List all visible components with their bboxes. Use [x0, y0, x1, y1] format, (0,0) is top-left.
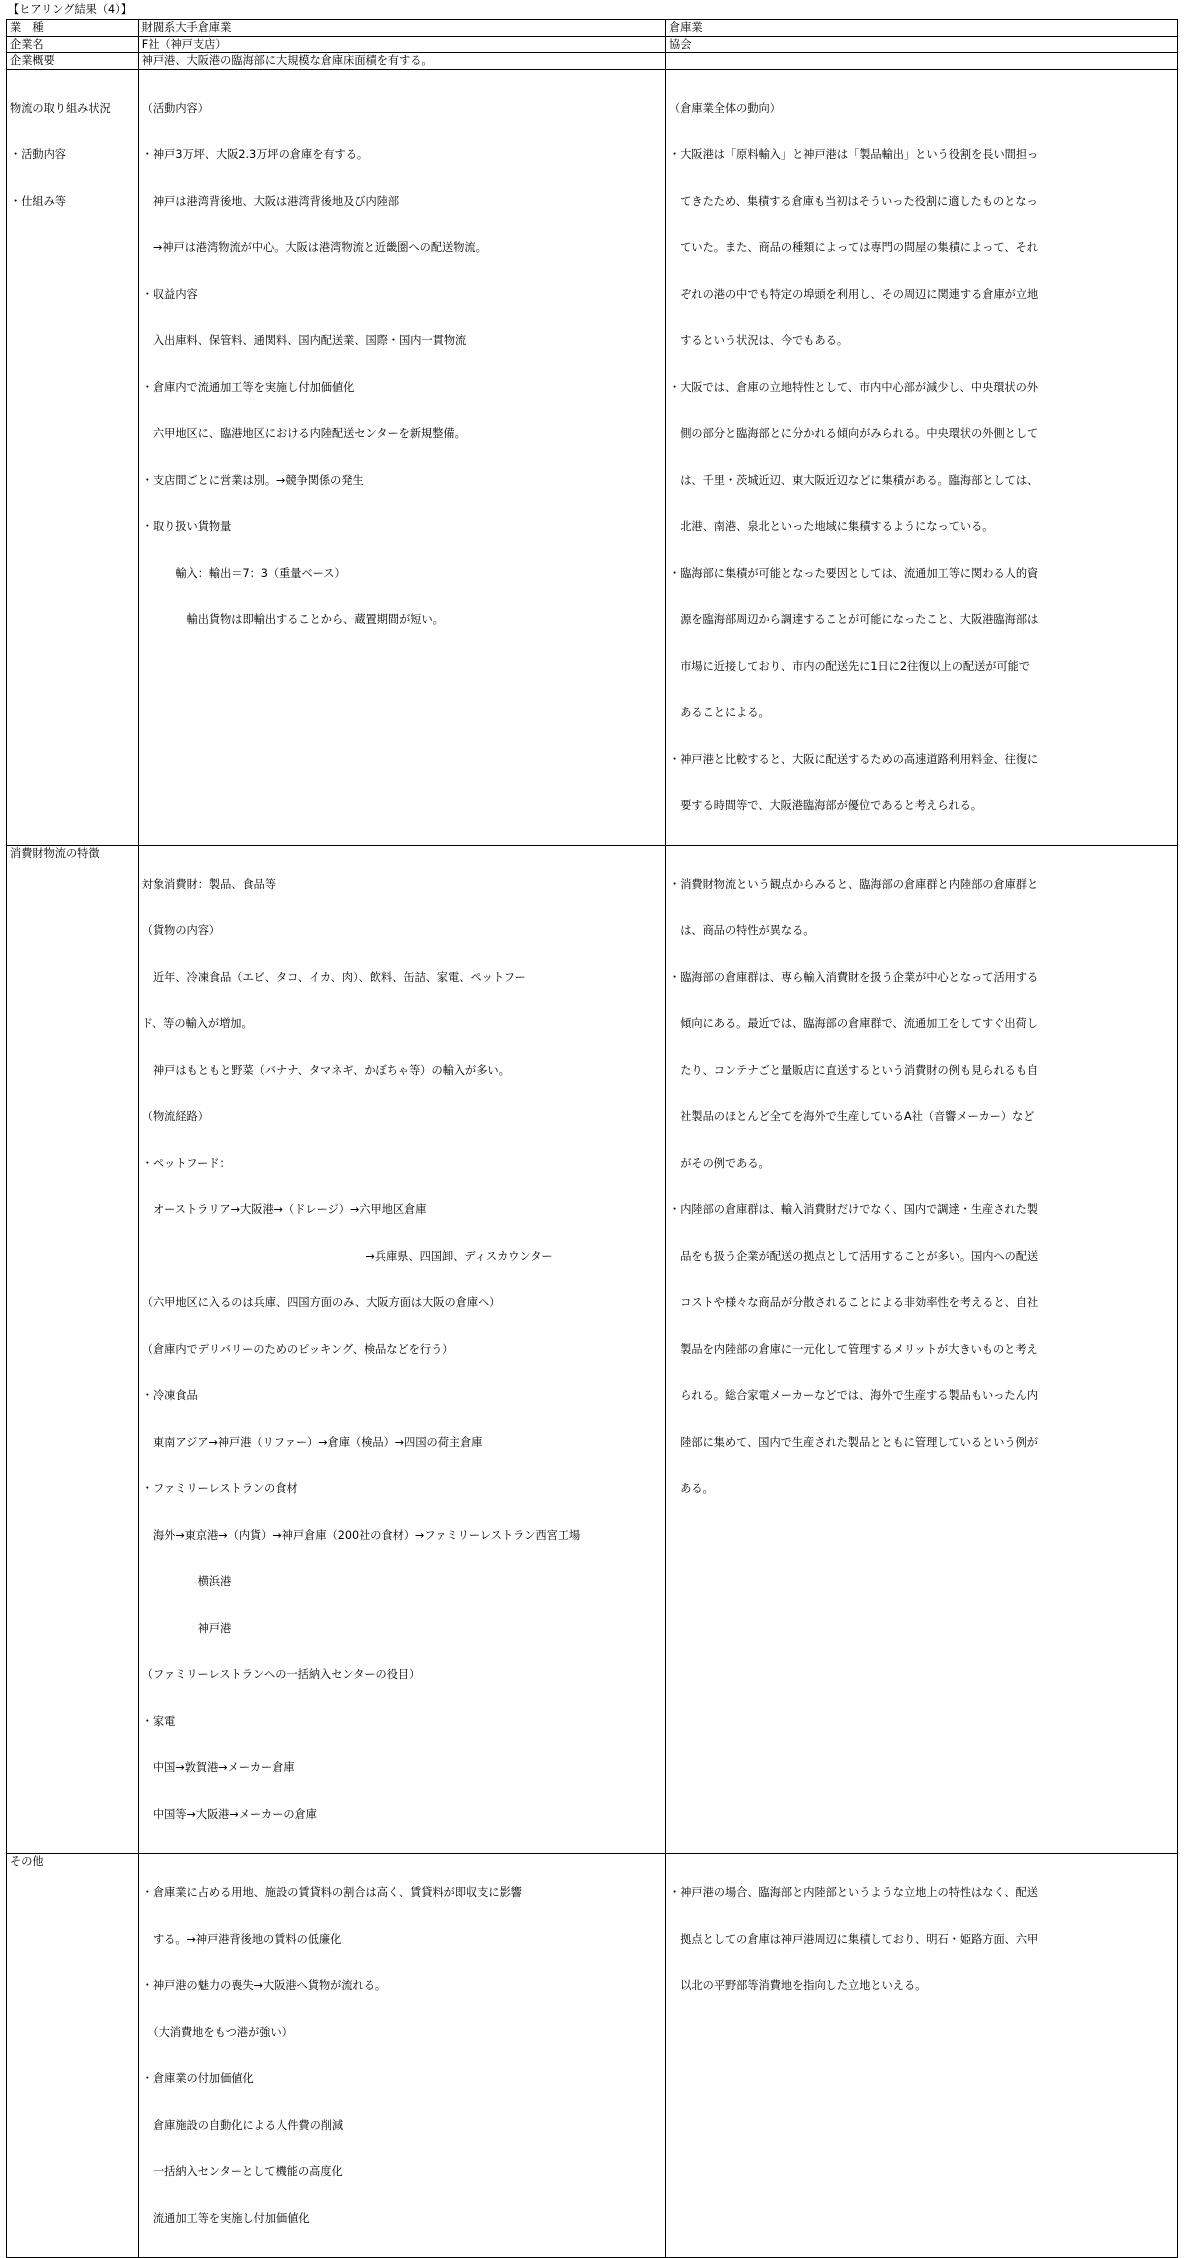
- logistics-col2-cell: [138, 69, 665, 845]
- text-line: ・臨海部に集積が可能となった要因としては、流通加工等に関わる人的資: [669, 566, 1039, 580]
- header-row: [7, 20, 1178, 37]
- text-line: 以北の平野部等消費地を指向した立地といえる。: [669, 1979, 927, 1992]
- text-line: コストや様々な商品が分散されることによる非効率性を考えると、自社: [669, 1296, 1039, 1309]
- text-line: 横浜港: [141, 1575, 232, 1588]
- text-line: （倉庫内でデリバリーのためのピッキング、検品などを行う）: [141, 1342, 454, 1356]
- text-line: ・神戸港の魅力の喪失→大阪港へ貨物が流れる。: [141, 1979, 387, 1992]
- logistics-label-line: ・活動内容: [10, 148, 66, 161]
- text-line: （物流経路）: [141, 1110, 209, 1123]
- logistics-label-line: 物流の取り組み状況: [10, 101, 111, 115]
- text-line: 輸出貨物は即輸出することから、蔵置期間が短い。: [141, 613, 444, 626]
- text-line: ・ファミリーレストランの食材: [141, 1482, 298, 1495]
- text-line: →兵庫県、四国卸、ディスカウンター: [141, 1249, 553, 1263]
- text-line: ・神戸港と比較すると、大阪に配送するための高速道路利用料金、往復に: [669, 752, 1039, 766]
- other-col3-cell: [666, 1854, 1178, 2258]
- text-line: ・取り扱い貨物量: [141, 520, 232, 533]
- text-line: 倉庫施設の自動化による人件費の削減: [141, 2118, 344, 2132]
- text-line: （大消費地をもつ港が強い）: [141, 2025, 293, 2039]
- text-line: ・支店間ごとに営業は別。→競争関係の発生: [141, 473, 364, 487]
- text-line: する。→神戸港背後地の賃料の低廉化: [141, 1932, 342, 1946]
- text-line: ・臨海部の倉庫群は、専ら輸入消費財を扱う企業が中心となって活用する: [669, 970, 1039, 984]
- text-line: （ファミリーレストランへの一括納入センターの役目）: [141, 1668, 421, 1681]
- text-line: 神戸はもともと野菜（バナナ、タマネギ、かぼちゃ等）の輸入が多い。: [141, 1063, 510, 1077]
- consumer-goods-row: [7, 845, 1178, 1854]
- overview-col2-cell: 神戸港、大阪港の臨海部に大規模な倉庫床面積を有する。: [138, 53, 665, 70]
- text-line: 源を臨海部周辺から調達することが可能になったこと、大阪港臨海部は: [669, 613, 1039, 626]
- text-line: ある。: [669, 1482, 714, 1495]
- text-line: 海外→東京港→（内貨）→神戸倉庫（200社の食材）→ファミリーレストラン西宮工場: [141, 1528, 581, 1542]
- overview-col3-cell: [666, 53, 1178, 70]
- text-line: （倉庫業全体の動向）: [669, 101, 781, 115]
- text-line: られる。総合家電メーカーなどでは、海外で生産する製品もいったん内: [669, 1389, 1038, 1402]
- text-line: 拠点としての倉庫は神戸港周辺に集積しており、明石・姫路方面、六甲: [669, 1932, 1039, 1946]
- text-line: ・冷凍食品: [141, 1389, 198, 1402]
- text-line: 一括納入センターとして機能の高度化: [141, 2165, 343, 2178]
- text-line: 六甲地区に、臨港地区における内陸配送センターを新規整備。: [141, 427, 466, 440]
- other-row: [7, 1854, 1178, 2258]
- text-line: ていた。また、商品の種類によっては専門の問屋の集積によって、それ: [669, 241, 1038, 254]
- text-line: →神戸は港湾物流が中心。大阪は港湾物流と近畿圏への配送物流。: [141, 241, 487, 254]
- company-col2-cell: F社（神戸支店）: [138, 36, 665, 53]
- consumer-col3-cell: [666, 845, 1178, 1854]
- text-line: ・神戸3万坪、大阪2.3万坪の倉庫を有する。: [141, 148, 369, 161]
- text-line: 輸入：輸出＝7：3（重量ベース）: [141, 566, 346, 580]
- text-line: 東南アジア→神戸港（リファー）→倉庫（検品）→四国の荷主倉庫: [141, 1435, 483, 1449]
- text-line: 要する時間等で、大阪港臨海部が優位であると考えられる。: [669, 799, 983, 812]
- text-line: ド、等の輸入が増加。: [141, 1017, 253, 1030]
- text-line: 近年、冷凍食品（エビ、タコ、イカ、肉）、飲料、缶詰、家電、ペットフー: [141, 970, 526, 984]
- text-line: ・消費財物流という観点からみると、臨海部の倉庫群と内陸部の倉庫群と: [669, 877, 1039, 891]
- text-line: 社製品のほとんど全てを海外で生産しているA社（音響メーカー）など: [669, 1110, 1035, 1123]
- text-line: ・収益内容: [141, 287, 198, 301]
- text-line: ・内陸部の倉庫群は、輸入消費財だけでなく、国内で調達・生産された製: [669, 1203, 1038, 1216]
- text-line: 北港、南港、泉北といった地域に集積するようになっている。: [669, 520, 994, 533]
- logistics-row: [7, 69, 1178, 845]
- consumer-col2-cell: [138, 845, 665, 1854]
- text-line: てきたため、集積する倉庫も当初はそういった役割に適したものとなっ: [669, 194, 1038, 208]
- text-line: ・大阪港は「原料輸入」と神戸港は「製品輸出」という役割を長い間担っ: [669, 148, 1039, 161]
- text-line: は、商品の特性が異なる。: [669, 924, 815, 937]
- text-line: （活動内容）: [141, 101, 209, 115]
- text-line: ・倉庫業の付加価値化: [141, 2072, 254, 2085]
- text-line: （六甲地区に入るのは兵庫、四国方面のみ、大阪方面は大阪の倉庫へ）: [141, 1296, 501, 1309]
- text-line: 神戸港: [141, 1621, 232, 1635]
- logistics-label-cell: [7, 69, 139, 845]
- text-line: 側の部分と臨海部とに分かれる傾向がみられる。中央環状の外側として: [669, 427, 1039, 440]
- industry-col2-cell: 財閥系大手倉庫業: [138, 20, 665, 37]
- text-line: 製品を内陸部の倉庫に一元化して管理するメリットが大きいものと考え: [669, 1342, 1038, 1356]
- industry-label-cell: 業 種: [7, 20, 139, 37]
- text-line: 傾向にある。最近では、臨海部の倉庫群で、流通加工をしてすぐ出荷し: [669, 1017, 1038, 1030]
- text-line: ・倉庫業に占める用地、施設の賃貸料の割合は高く、賃貸料が即収支に影響: [141, 1886, 522, 1899]
- text-line: ぞれの港の中でも特定の埠頭を利用し、その周辺に関連する倉庫が立地: [669, 287, 1039, 301]
- text-line: 入出庫料、保管料、通関料、国内配送業、国際・国内一貫物流: [141, 334, 467, 347]
- other-col2-cell: [138, 1854, 665, 2258]
- logistics-col3-cell: [666, 69, 1178, 845]
- consumer-label-cell: 消費財物流の特徴: [7, 845, 139, 1854]
- text-line: 中国→敦賀港→メーカー倉庫: [141, 1761, 295, 1774]
- text-line: 対象消費財：製品、食品等: [141, 877, 277, 891]
- other-label-cell: その他: [7, 1854, 139, 2258]
- text-line: （貨物の内容）: [141, 924, 221, 937]
- overview-row: [7, 53, 1178, 70]
- text-line: 市場に近接しており、市内の配送先に1日に2往復以上の配送が可能で: [669, 659, 1031, 673]
- text-line: は、千里・茨城近辺、東大阪近辺などに集積がある。臨海部としては、: [669, 473, 1039, 487]
- text-line: 陸部に集めて、国内で生産された製品とともに管理しているという例が: [669, 1435, 1038, 1449]
- text-line: ・倉庫内で流通加工等を実施し付加価値化: [141, 380, 355, 394]
- company-label-cell: 企業名: [7, 36, 139, 53]
- overview-label-cell: 企業概要: [7, 53, 139, 70]
- company-row: [7, 36, 1178, 53]
- company-col3-cell: 協会: [666, 36, 1178, 53]
- text-line: ・家電: [141, 1714, 176, 1728]
- text-line: がその例である。: [669, 1156, 770, 1170]
- text-line: 流通加工等を実施し付加価値化: [141, 2211, 310, 2225]
- industry-col3-cell: 倉庫業: [666, 20, 1178, 37]
- text-line: オーストラリア→大阪港→（ドレージ）→六甲地区倉庫: [141, 1203, 427, 1216]
- text-line: するという状況は、今でもある。: [669, 334, 849, 347]
- text-line: ・ペットフード：: [141, 1156, 231, 1170]
- text-line: 中国等→大阪港→メーカーの倉庫: [141, 1807, 317, 1821]
- text-line: たり、コンテナごと量販店に直送するという消費財の例も見られるも自: [669, 1063, 1039, 1077]
- document-title: 【ヒアリング結果（4）】: [8, 3, 132, 16]
- text-line: ・大阪では、倉庫の立地特性として、市内中心部が減少し、中央環状の外: [669, 380, 1038, 394]
- logistics-label-line: ・仕組み等: [10, 194, 66, 208]
- text-line: 品をも扱う企業が配送の拠点として活用することが多い。国内への配送: [669, 1249, 1039, 1263]
- text-line: 神戸は港湾背後地、大阪は港湾背後地及び内陸部: [141, 194, 400, 208]
- text-line: ・神戸港の場合、臨海部と内陸部というような立地上の特性はなく、配送: [669, 1886, 1038, 1899]
- hearing-results-table: [6, 19, 1178, 2258]
- text-line: あることによる。: [669, 706, 770, 719]
